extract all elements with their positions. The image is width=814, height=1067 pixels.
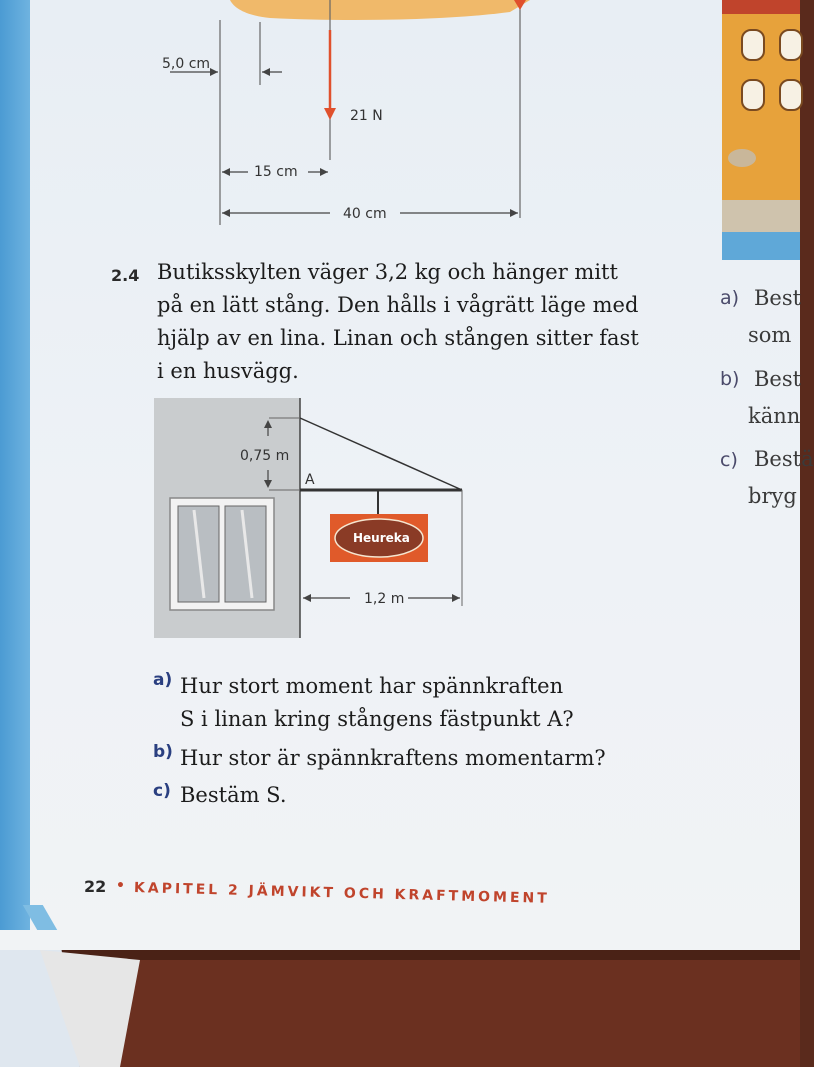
problem-line-1: Butiksskylten väger 3,2 kg och hänger mitt xyxy=(157,260,618,284)
problem-number: 2.4 xyxy=(111,266,140,285)
arm-shape xyxy=(230,0,530,20)
right-c-letter: c) xyxy=(720,449,738,471)
sign-text: Heureka xyxy=(353,531,410,545)
problem-line-2: på en lätt stång. Den hålls i vågrätt läge med xyxy=(157,293,639,317)
right-c-line-1: Bestä xyxy=(754,447,814,471)
right-b-line-1: Best xyxy=(754,367,802,391)
wire-line xyxy=(300,418,462,490)
right-a-line-2: som xyxy=(748,323,792,347)
label-length: 1,2 m xyxy=(364,591,405,607)
sign-diagram xyxy=(154,398,474,643)
building-illustration xyxy=(722,0,800,260)
label-15cm: 15 cm xyxy=(254,164,298,180)
page-blue-edge xyxy=(0,0,30,930)
label-21n: 21 N xyxy=(350,108,383,124)
question-c-letter: c) xyxy=(153,781,171,801)
question-c-line-1: Bestäm S. xyxy=(180,783,287,807)
problem-line-3: hjälp av en lina. Linan och stången sitter fast xyxy=(157,326,639,350)
footer-bullet: • xyxy=(116,878,128,894)
right-a-line-1: Best xyxy=(754,286,802,310)
question-a-line-2: S i linan kring stångens fästpunkt A? xyxy=(180,707,574,731)
label-5cm: 5,0 cm xyxy=(162,56,211,72)
question-b-letter: b) xyxy=(153,742,173,762)
question-a-line-1: Hur stort moment har spännkraften xyxy=(180,674,564,698)
chapter-title: KAPITEL 2 JÄMVIKT OCH KRAFTMOMENT xyxy=(133,880,550,907)
problem-line-4: i en husvägg. xyxy=(157,359,299,383)
right-b-letter: b) xyxy=(720,368,740,390)
label-point-a: A xyxy=(305,472,315,488)
page-number: 22 xyxy=(84,877,107,896)
right-a-letter: a) xyxy=(720,287,740,309)
label-height: 0,75 m xyxy=(240,448,290,464)
question-a-letter: a) xyxy=(153,670,173,690)
question-b-line-1: Hur stor är spännkraftens momentarm? xyxy=(180,746,606,770)
right-c-line-2: bryg xyxy=(748,484,797,508)
label-40cm: 40 cm xyxy=(343,206,387,222)
right-b-line-2: känn xyxy=(748,404,801,428)
